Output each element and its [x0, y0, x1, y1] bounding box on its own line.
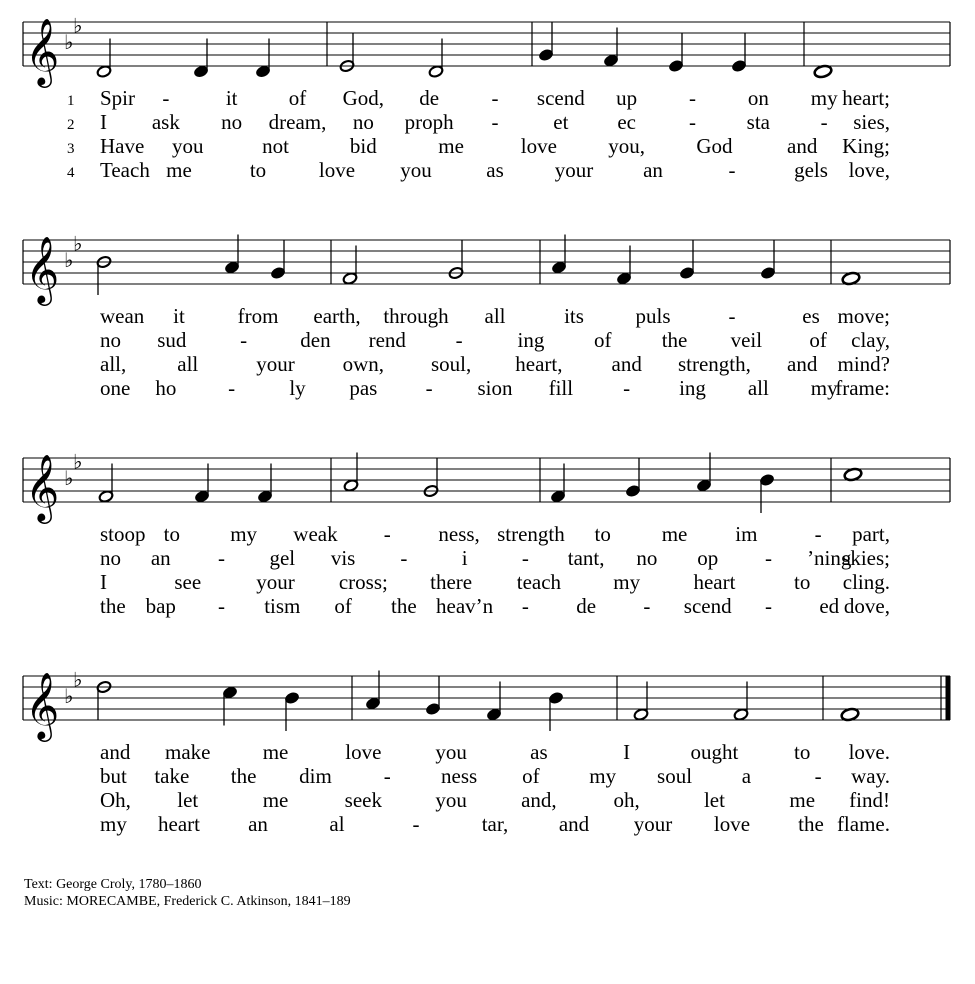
- lyric-syllable: my: [100, 812, 127, 836]
- note-quarter: [425, 676, 441, 716]
- lyric-syllable: fill: [548, 376, 574, 400]
- lyric-syllable: ness: [441, 764, 478, 788]
- lyric-syllable: I: [100, 570, 107, 594]
- lyric-syllable: to: [594, 522, 611, 546]
- lyric-syllable: ing: [517, 328, 545, 352]
- lyric-hyphen: -: [814, 764, 822, 788]
- treble-clef-icon: 𝄞: [25, 671, 60, 739]
- lyric-syllable: and: [100, 740, 131, 764]
- lyric-syllable: way.: [851, 764, 890, 788]
- staff-system-4: [23, 668, 950, 837]
- note-quarter: [759, 473, 775, 513]
- note-half: [339, 33, 355, 73]
- lyric-syllable: and: [558, 812, 590, 836]
- treble-clef-icon: 𝄞: [25, 17, 60, 85]
- note-half: [448, 240, 464, 280]
- lyric-syllable: all: [747, 376, 769, 400]
- lyric-syllable: you: [172, 134, 204, 158]
- lyric-syllable: no: [221, 110, 243, 134]
- lyric-syllable: bid: [349, 134, 377, 158]
- lyric-syllable: of: [522, 764, 540, 788]
- lyric-syllable: oh,: [613, 788, 640, 812]
- lyric-syllable: your: [256, 570, 295, 594]
- note-quarter: [548, 691, 564, 731]
- lyric-syllable: I: [623, 740, 631, 764]
- note-half: [96, 680, 112, 720]
- lyric-syllable: et: [553, 110, 569, 134]
- lyric-syllable: love: [318, 158, 356, 182]
- lyric-syllable: tar,: [481, 812, 509, 836]
- lyric-syllable: from: [237, 304, 279, 328]
- lyric-syllable: and: [787, 352, 818, 376]
- key-flat-e-icon: ♭: [73, 13, 83, 38]
- lyric-syllable: ness,: [438, 522, 480, 546]
- lyric-syllable: God: [696, 134, 733, 158]
- lyric-syllable: tism: [264, 594, 301, 618]
- lyric-syllable: you: [435, 740, 467, 764]
- lyric-syllable: flame.: [836, 812, 890, 836]
- lyric-syllable: sion: [477, 376, 513, 400]
- lyric-syllable: me: [789, 788, 816, 812]
- lyric-hyphen: -: [425, 376, 433, 400]
- lyric-syllable: no: [636, 546, 658, 570]
- lyric-syllable: see: [174, 570, 202, 594]
- lyric-hyphen: -: [218, 546, 226, 570]
- lyric-syllable: love,: [848, 158, 890, 182]
- key-flat-b-icon: ♭: [64, 30, 74, 54]
- lyric-syllable: sud: [157, 328, 187, 352]
- lyric-syllable: scend: [683, 594, 732, 618]
- verse-number: 3: [67, 141, 75, 157]
- lyric-syllable: God,: [342, 86, 385, 110]
- lyric-syllable: take: [154, 764, 190, 788]
- lyric-syllable: puls: [635, 304, 671, 328]
- lyric-syllable: den: [300, 328, 331, 352]
- lyric-hyphen: -: [689, 110, 696, 134]
- lyric-syllable: earth,: [313, 304, 361, 328]
- key-flat-b-icon: ♭: [64, 684, 74, 708]
- credits: [24, 876, 351, 910]
- lyric-hyphen: -: [820, 110, 828, 134]
- lyric-syllable: Teach: [100, 158, 150, 182]
- lyric-syllable: strength: [497, 522, 565, 546]
- lyric-syllable: you: [400, 158, 432, 182]
- lyric-syllable: all: [484, 304, 506, 328]
- lyric-syllable: of: [288, 86, 307, 110]
- lyric-syllable: no: [100, 328, 121, 352]
- lyric-hyphen: -: [764, 546, 772, 570]
- lyric-syllable: ’ning: [807, 546, 852, 570]
- lyric-syllable: and,: [521, 788, 557, 812]
- lyric-syllable: al: [329, 812, 345, 836]
- lyric-syllable: the: [798, 812, 824, 836]
- lyric-syllable: my: [613, 570, 641, 594]
- lyric-syllable: the: [661, 328, 688, 352]
- lyric-syllable: heart: [693, 570, 736, 594]
- lyric-syllable: find!: [849, 788, 890, 812]
- lyric-syllable: move;: [837, 304, 890, 328]
- lyric-syllable: love: [713, 812, 751, 836]
- verse-number: 2: [67, 117, 75, 133]
- lyric-hyphen: -: [383, 764, 391, 788]
- lyric-hyphen: -: [400, 546, 408, 570]
- note-quarter: [270, 240, 286, 280]
- lyric-syllable: it: [225, 86, 238, 110]
- lyric-syllable: dream,: [268, 110, 327, 134]
- lyric-syllable: mind?: [837, 352, 890, 376]
- treble-clef-icon: 𝄞: [25, 453, 60, 521]
- lyric-syllable: but: [100, 764, 127, 788]
- lyric-hyphen: -: [764, 594, 772, 618]
- lyric-syllable: i: [461, 546, 468, 570]
- lyric-syllable: me: [262, 740, 289, 764]
- lyric-syllable: Have: [100, 134, 145, 158]
- lyric-syllable: your: [554, 158, 594, 182]
- lyric-hyphen: -: [521, 546, 529, 570]
- staff-system-2: [23, 232, 950, 401]
- lyric-syllable: rend: [368, 328, 406, 352]
- lyric-syllable: all,: [100, 352, 127, 376]
- lyric-syllable: sies,: [853, 110, 890, 134]
- lyric-hyphen: -: [814, 522, 822, 546]
- lyric-syllable: me: [262, 788, 289, 812]
- lyric-hyphen: -: [162, 86, 170, 110]
- note-quarter: [731, 33, 747, 73]
- lyric-syllable: teach: [516, 570, 562, 594]
- lyric-syllable: me: [438, 134, 464, 158]
- lyric-syllable: my: [810, 376, 838, 400]
- lyric-syllable: pas: [349, 376, 378, 400]
- lyric-syllable: Spir: [100, 86, 136, 110]
- lyric-hyphen: -: [491, 86, 499, 110]
- lyric-syllable: ec: [617, 110, 636, 134]
- lyric-syllable: stoop: [100, 522, 146, 546]
- lyric-syllable: not: [262, 134, 289, 158]
- key-flat-e-icon: ♭: [73, 231, 83, 256]
- lyric-syllable: veil: [730, 328, 763, 352]
- lyric-syllable: clay,: [851, 328, 890, 352]
- lyric-syllable: let: [703, 788, 725, 812]
- lyric-syllable: dim: [299, 764, 332, 788]
- lyric-syllable: de: [419, 86, 440, 110]
- lyric-syllable: ed: [819, 594, 840, 618]
- lyric-hyphen: -: [623, 376, 631, 400]
- lyric-syllable: the: [100, 594, 126, 618]
- lyric-syllable: a: [741, 764, 752, 788]
- lyric-syllable: soul,: [430, 352, 472, 376]
- lyric-syllable: and: [787, 134, 818, 158]
- lyric-syllable: skies;: [842, 546, 890, 570]
- lyric-hyphen: -: [689, 86, 696, 110]
- lyric-syllable: an: [643, 158, 663, 182]
- lyric-syllable: Oh,: [100, 788, 131, 812]
- lyric-syllable: it: [173, 304, 185, 328]
- lyric-syllable: bap: [145, 594, 176, 618]
- lyric-hyphen: -: [240, 328, 248, 352]
- lyric-syllable: tant,: [567, 546, 605, 570]
- note-half: [96, 255, 112, 295]
- lyric-syllable: an: [150, 546, 171, 570]
- lyric-hyphen: -: [728, 304, 736, 328]
- lyric-syllable: love.: [848, 740, 890, 764]
- lyric-syllable: me: [661, 522, 688, 546]
- lyric-hyphen: -: [643, 594, 651, 618]
- lyric-syllable: King;: [842, 134, 890, 158]
- lyric-syllable: to: [794, 740, 811, 764]
- lyric-syllable: an: [248, 812, 268, 836]
- lyric-syllable: me: [166, 158, 192, 182]
- lyric-syllable: gels: [794, 158, 828, 182]
- lyric-syllable: cross;: [338, 570, 388, 594]
- lyric-syllable: proph: [404, 110, 454, 134]
- verse-number: 1: [67, 93, 75, 109]
- lyric-syllable: and: [611, 352, 642, 376]
- lyric-syllable: my: [810, 86, 838, 110]
- note-quarter: [538, 22, 554, 62]
- lyric-syllable: gel: [269, 546, 296, 570]
- verse-number: 4: [67, 165, 75, 181]
- lyric-syllable: on: [747, 86, 769, 110]
- lyric-syllable: through: [383, 304, 449, 328]
- lyric-syllable: de: [576, 594, 597, 618]
- lyric-syllable: love: [345, 740, 382, 764]
- lyric-hyphen: -: [491, 110, 499, 134]
- lyric-syllable: no: [352, 110, 374, 134]
- key-flat-b-icon: ♭: [64, 248, 74, 272]
- lyric-hyphen: -: [728, 158, 736, 182]
- key-flat-e-icon: ♭: [73, 667, 83, 692]
- lyric-syllable: heart;: [842, 86, 890, 110]
- lyric-syllable: to: [249, 158, 267, 182]
- note-quarter: [625, 458, 641, 498]
- lyric-syllable: ly: [289, 376, 306, 400]
- note-quarter: [760, 240, 776, 280]
- lyric-hyphen: -: [455, 328, 463, 352]
- lyric-syllable: my: [230, 522, 258, 546]
- lyric-syllable: as: [530, 740, 548, 764]
- lyric-syllable: there: [430, 570, 473, 594]
- music-credit: Music: MORECAMBE, Frederick C. Atkinson, 1841–189: [24, 894, 351, 909]
- lyric-syllable: as: [486, 158, 504, 182]
- lyric-syllable: one: [100, 376, 131, 400]
- note-quarter: [284, 691, 300, 731]
- lyric-hyphen: -: [521, 594, 529, 618]
- lyric-syllable: your: [256, 352, 295, 376]
- lyric-syllable: all: [177, 352, 199, 376]
- lyric-syllable: you,: [608, 134, 646, 158]
- lyric-syllable: im: [735, 522, 758, 546]
- lyric-syllable: of: [334, 594, 352, 618]
- lyric-syllable: vis: [330, 546, 356, 570]
- lyric-syllable: the: [230, 764, 257, 788]
- note-quarter: [668, 33, 684, 73]
- lyric-syllable: frame:: [835, 376, 890, 400]
- note-half: [423, 458, 439, 498]
- lyric-syllable: the: [391, 594, 417, 618]
- lyric-syllable: cling.: [842, 570, 890, 594]
- lyric-syllable: I: [100, 110, 107, 134]
- key-flat-e-icon: ♭: [73, 449, 83, 474]
- lyric-syllable: strength,: [677, 352, 751, 376]
- lyric-syllable: wean: [100, 304, 145, 328]
- lyric-syllable: its: [564, 304, 584, 328]
- lyric-syllable: of: [593, 328, 612, 352]
- text-credit: Text: George Croly, 1780–1860: [24, 877, 202, 892]
- lyric-syllable: part,: [852, 522, 890, 546]
- lyric-syllable: heart,: [515, 352, 563, 376]
- lyric-syllable: ho: [155, 376, 177, 400]
- lyric-syllable: up: [616, 86, 638, 110]
- lyric-syllable: no: [100, 546, 121, 570]
- staff-system-3: [23, 450, 950, 619]
- lyric-hyphen: -: [383, 522, 391, 546]
- lyric-syllable: my: [589, 764, 617, 788]
- lyric-syllable: to: [794, 570, 811, 594]
- staff-system-1: [23, 14, 950, 183]
- key-flat-b-icon: ♭: [64, 466, 74, 490]
- lyric-syllable: of: [809, 328, 827, 352]
- lyric-syllable: own,: [342, 352, 385, 376]
- lyric-syllable: heart: [158, 812, 200, 836]
- lyric-hyphen: -: [218, 594, 226, 618]
- lyric-syllable: love: [520, 134, 557, 158]
- lyric-syllable: scend: [536, 86, 585, 110]
- lyric-syllable: ought: [690, 740, 739, 764]
- lyric-syllable: to: [163, 522, 180, 546]
- lyric-syllable: you: [435, 788, 467, 812]
- lyric-hyphen: -: [412, 812, 420, 836]
- lyric-syllable: ing: [679, 376, 706, 400]
- lyric-syllable: es: [802, 304, 820, 328]
- lyric-syllable: soul: [657, 764, 693, 788]
- lyric-syllable: ask: [151, 110, 180, 134]
- lyric-syllable: weak: [293, 522, 338, 546]
- lyric-syllable: make: [165, 740, 211, 764]
- treble-clef-icon: 𝄞: [25, 235, 60, 303]
- lyric-syllable: heav’n: [436, 594, 494, 618]
- lyric-syllable: dove,: [843, 594, 890, 618]
- lyric-syllable: op: [697, 546, 719, 570]
- note-quarter: [679, 240, 695, 280]
- lyric-syllable: sta: [746, 110, 770, 134]
- lyric-syllable: your: [633, 812, 673, 836]
- lyric-syllable: let: [177, 788, 199, 812]
- lyric-hyphen: -: [228, 376, 236, 400]
- lyric-syllable: seek: [344, 788, 382, 812]
